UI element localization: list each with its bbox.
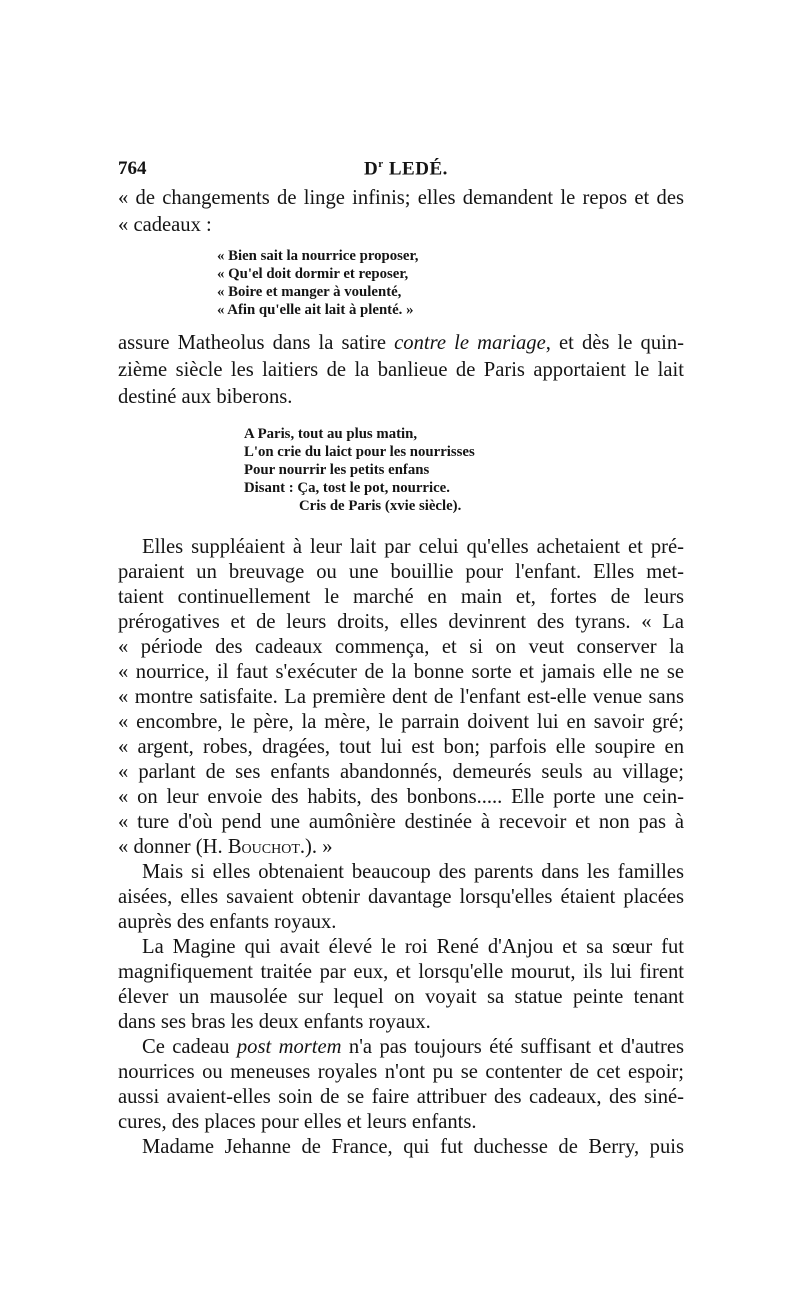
text-line: « nourrice, il faut s'exécuter de la bonne sorte et jamais elle ne se xyxy=(118,661,684,683)
text-line: taient continuellement le marché en main et, fortes de leurs xyxy=(118,586,684,608)
running-title: $D^r$ LEDÉ. xyxy=(364,158,448,180)
verse-line: Pour nourrir les petits enfans xyxy=(244,462,430,478)
text-line: prérogatives et de leurs droits, elles devinrent des tyrans. « La xyxy=(118,611,684,633)
text-line: destiné aux biberons. xyxy=(118,386,293,408)
text-line: zième siècle les laitiers de la banlieue de Paris apportaient le lait xyxy=(118,359,684,381)
text-line: « on leur envoie des habits, des bonbons..... Elle porte une cein- xyxy=(118,786,684,808)
verse-line: Disant : Ça, tost le pot, nourrice. xyxy=(244,480,450,496)
text-line: « donner (H. Bouchot.). » xyxy=(118,836,333,858)
text-line: auprès des enfants royaux. xyxy=(118,911,337,933)
text-line: « cadeaux : xyxy=(118,214,212,236)
text-line: aussi avaient-elles soin de se faire attribuer des cadeaux, des siné- xyxy=(118,1086,684,1108)
text-line: « montre satisfaite. La première dent de l'enfant est-elle venue sans xyxy=(118,686,684,708)
text-line: aisées, elles savaient obtenir davantage lorsqu'elles étaient placées xyxy=(118,886,684,908)
verse-line: « Qu'el doit dormir et reposer, xyxy=(217,266,409,282)
verse-source: Cris de Paris (xvie siècle). xyxy=(299,498,462,514)
text-line: Ce cadeau post mortem n'a pas toujours été suffisant et d'autres xyxy=(142,1036,684,1058)
text-line: paraient un breuvage ou une bouillie pour l'enfant. Elles met- xyxy=(118,561,684,583)
text-line: « encombre, le père, la mère, le parrain doivent lui en savoir gré; xyxy=(118,711,684,733)
text-line: « de changements de linge infinis; elles demandent le repos et des xyxy=(118,187,684,209)
verse-line: « Boire et manger à voulenté, xyxy=(217,284,402,300)
text-line: « période des cadeaux commença, et si on veut conserver la xyxy=(118,636,684,658)
text-line: magnifiquement traitée par eux, et lorsqu'elle mourut, ils lui firent xyxy=(118,961,684,983)
verse-line: « Bien sait la nourrice proposer, xyxy=(217,248,419,264)
text-line: assure Matheolus dans la satire contre le mariage, et dès le quin- xyxy=(118,332,684,354)
verse-line: L'on crie du laict pour les nourrisses xyxy=(244,444,475,460)
text-line: cures, des places pour elles et leurs enfants. xyxy=(118,1111,477,1133)
text-line: élever un mausolée sur lequel on voyait sa statue peinte tenant xyxy=(118,986,684,1008)
verse-line: A Paris, tout au plus matin, xyxy=(244,426,418,442)
page-number: 764 xyxy=(118,158,147,179)
text-line: « ture d'où pend une aumônière destinée à recevoir et non pas à xyxy=(118,811,684,833)
text-line: Madame Jehanne de France, qui fut duchesse de Berry, puis xyxy=(142,1136,684,1158)
running-header xyxy=(118,158,684,184)
text-line: « parlant de ses enfants abandonnés, demeurés seuls au village; xyxy=(118,761,684,783)
text-line: nourrices ou meneuses royales n'ont pu se contenter de cet espoir; xyxy=(118,1061,684,1083)
text-line: La Magine qui avait élevé le roi René d'Anjou et sa sœur fut xyxy=(142,936,684,958)
text-line: dans ses bras les deux enfants royaux. xyxy=(118,1011,431,1033)
text-line: « argent, robes, dragées, tout lui est bon; parfois elle soupire en xyxy=(118,736,684,758)
text-line: Elles suppléaient à leur lait par celui qu'elles achetaient et pré- xyxy=(142,536,684,558)
text-line: Mais si elles obtenaient beaucoup des parents dans les familles xyxy=(142,861,684,883)
verse-line: « Afin qu'elle ait lait à plenté. » xyxy=(217,302,414,318)
